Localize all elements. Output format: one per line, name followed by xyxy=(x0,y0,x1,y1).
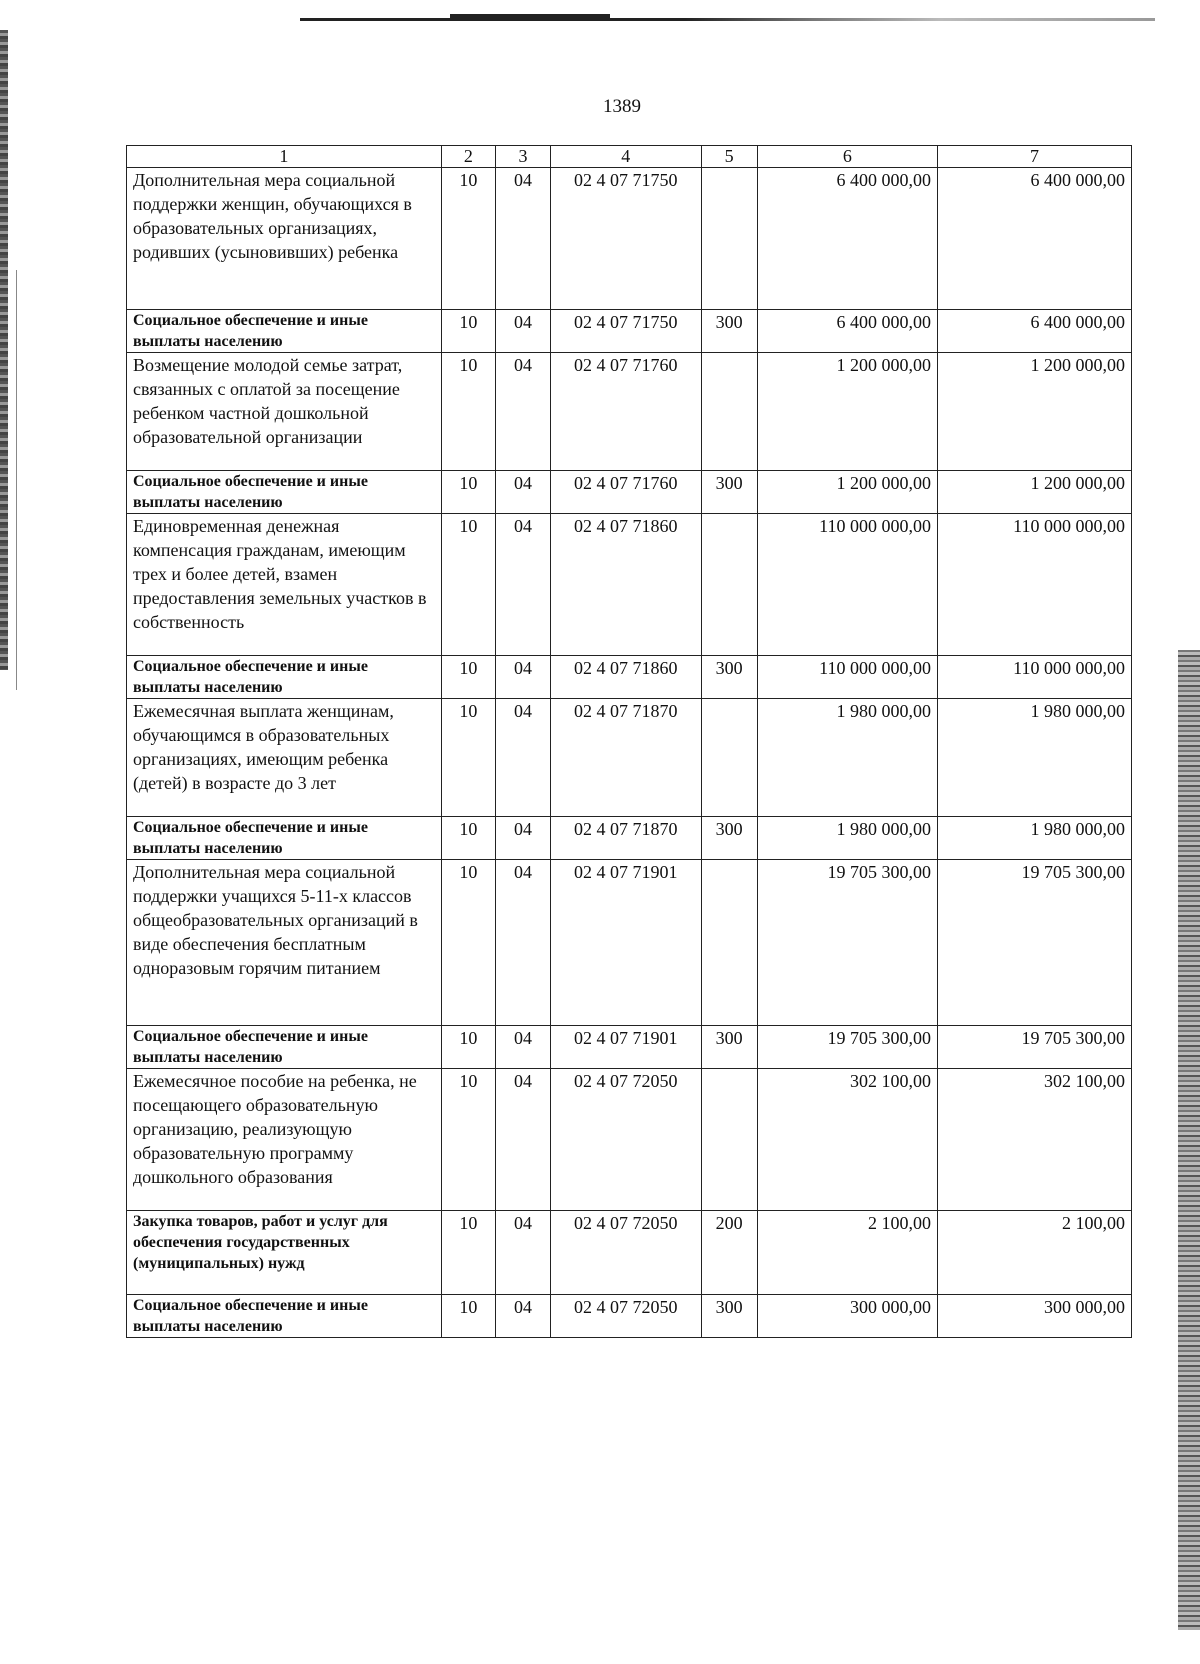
section-code-cell: 10 xyxy=(441,514,495,656)
section-code-cell: 10 xyxy=(441,699,495,817)
subsection-code-cell: 04 xyxy=(495,1069,550,1211)
table-body xyxy=(127,146,1132,1338)
subsection-code-cell: 04 xyxy=(495,656,550,699)
section-code-cell: 10 xyxy=(441,353,495,471)
row-name-cell: Возмещение молодой семье затрат, связанных с оплатой за посещение ребенком частной дошкольной образовательной организации xyxy=(127,353,442,471)
table-row xyxy=(127,514,1132,656)
expense-type-cell: 200 xyxy=(701,1211,757,1295)
section-code-cell: 10 xyxy=(441,168,495,310)
row-name-cell: Дополнительная мера социальной поддержки учащихся 5-11-х классов общеобразовательных организаций в виде обеспечения бесплатным одноразовым горячим питанием xyxy=(127,860,442,1026)
row-name-cell: Социальное обеспечение и иные выплаты населению xyxy=(127,656,442,699)
row-name-cell: Дополнительная мера социальной поддержки женщин, обучающихся в образовательных организациях, родивших (усыновивших) ребенка xyxy=(127,168,442,310)
expense-type-cell xyxy=(701,514,757,656)
row-name-cell: Социальное обеспечение и иные выплаты населению xyxy=(127,310,442,353)
scan-top-border-line xyxy=(300,18,1155,21)
amount-year1-cell: 1 200 000,00 xyxy=(757,471,937,514)
amount-year2-cell: 1 200 000,00 xyxy=(937,353,1131,471)
subsection-code-cell: 04 xyxy=(495,1026,550,1069)
table-row xyxy=(127,1069,1132,1211)
amount-year1-cell: 1 200 000,00 xyxy=(757,353,937,471)
expense-type-cell xyxy=(701,699,757,817)
budget-table xyxy=(126,145,1132,1338)
target-article-cell: 02 4 07 72050 xyxy=(551,1069,702,1211)
expense-type-cell: 300 xyxy=(701,471,757,514)
header-cell: 7 xyxy=(937,146,1131,168)
amount-year2-cell: 110 000 000,00 xyxy=(937,514,1131,656)
expense-type-cell xyxy=(701,860,757,1026)
row-name-cell: Социальное обеспечение и иные выплаты населению xyxy=(127,471,442,514)
subsection-code-cell: 04 xyxy=(495,310,550,353)
amount-year2-cell: 6 400 000,00 xyxy=(937,310,1131,353)
amount-year1-cell: 6 400 000,00 xyxy=(757,168,937,310)
expense-type-cell: 300 xyxy=(701,310,757,353)
target-article-cell: 02 4 07 71870 xyxy=(551,817,702,860)
section-code-cell: 10 xyxy=(441,1295,495,1338)
amount-year2-cell: 6 400 000,00 xyxy=(937,168,1131,310)
subsection-code-cell: 04 xyxy=(495,168,550,310)
subsection-code-cell: 04 xyxy=(495,860,550,1026)
subsection-code-cell: 04 xyxy=(495,471,550,514)
target-article-cell: 02 4 07 71860 xyxy=(551,514,702,656)
subsection-code-cell: 04 xyxy=(495,1211,550,1295)
expense-type-cell: 300 xyxy=(701,1295,757,1338)
amount-year1-cell: 19 705 300,00 xyxy=(757,1026,937,1069)
scan-top-border-mark xyxy=(450,14,610,19)
scan-left-line xyxy=(16,270,17,690)
amount-year2-cell: 1 980 000,00 xyxy=(937,699,1131,817)
row-name-cell: Социальное обеспечение и иные выплаты населению xyxy=(127,1026,442,1069)
subsection-code-cell: 04 xyxy=(495,1295,550,1338)
row-name-cell: Закупка товаров, работ и услуг для обеспечения государственных (муниципальных) нужд xyxy=(127,1211,442,1295)
scan-left-edge xyxy=(0,30,8,670)
table-row xyxy=(127,656,1132,699)
row-name-cell: Единовременная денежная компенсация гражданам, имеющим трех и более детей, взамен предоставления земельных участков в собственность xyxy=(127,514,442,656)
row-name-cell: Социальное обеспечение и иные выплаты населению xyxy=(127,817,442,860)
subsection-code-cell: 04 xyxy=(495,817,550,860)
expense-type-cell xyxy=(701,1069,757,1211)
table-row xyxy=(127,310,1132,353)
amount-year1-cell: 110 000 000,00 xyxy=(757,514,937,656)
section-code-cell: 10 xyxy=(441,310,495,353)
table-row xyxy=(127,699,1132,817)
header-cell: 6 xyxy=(757,146,937,168)
target-article-cell: 02 4 07 71760 xyxy=(551,471,702,514)
target-article-cell: 02 4 07 71750 xyxy=(551,310,702,353)
amount-year1-cell: 1 980 000,00 xyxy=(757,699,937,817)
expense-type-cell: 300 xyxy=(701,817,757,860)
amount-year1-cell: 19 705 300,00 xyxy=(757,860,937,1026)
amount-year2-cell: 2 100,00 xyxy=(937,1211,1131,1295)
target-article-cell: 02 4 07 71870 xyxy=(551,699,702,817)
expense-type-cell xyxy=(701,353,757,471)
amount-year2-cell: 1 200 000,00 xyxy=(937,471,1131,514)
target-article-cell: 02 4 07 71860 xyxy=(551,656,702,699)
amount-year1-cell: 300 000,00 xyxy=(757,1295,937,1338)
row-name-cell: Ежемесячное пособие на ребенка, не посещающего образовательную организацию, реализующую образовательную программу дошкольного образования xyxy=(127,1069,442,1211)
row-name-cell: Ежемесячная выплата женщинам, обучающимся в образовательных организациях, имеющим ребенка (детей) в возрасте до 3 лет xyxy=(127,699,442,817)
table-row xyxy=(127,168,1132,310)
page-number: 1389 xyxy=(603,96,641,117)
subsection-code-cell: 04 xyxy=(495,353,550,471)
amount-year2-cell: 1 980 000,00 xyxy=(937,817,1131,860)
expense-type-cell: 300 xyxy=(701,1026,757,1069)
amount-year2-cell: 300 000,00 xyxy=(937,1295,1131,1338)
target-article-cell: 02 4 07 71901 xyxy=(551,860,702,1026)
section-code-cell: 10 xyxy=(441,1211,495,1295)
target-article-cell: 02 4 07 71750 xyxy=(551,168,702,310)
table-row xyxy=(127,1211,1132,1295)
table-row xyxy=(127,353,1132,471)
expense-type-cell xyxy=(701,168,757,310)
header-cell: 2 xyxy=(441,146,495,168)
header-cell: 4 xyxy=(551,146,702,168)
table-row xyxy=(127,1026,1132,1069)
amount-year1-cell: 6 400 000,00 xyxy=(757,310,937,353)
subsection-code-cell: 04 xyxy=(495,514,550,656)
header-cell: 5 xyxy=(701,146,757,168)
section-code-cell: 10 xyxy=(441,1026,495,1069)
subsection-code-cell: 04 xyxy=(495,699,550,817)
amount-year2-cell: 110 000 000,00 xyxy=(937,656,1131,699)
target-article-cell: 02 4 07 71901 xyxy=(551,1026,702,1069)
table-row xyxy=(127,860,1132,1026)
amount-year1-cell: 110 000 000,00 xyxy=(757,656,937,699)
amount-year1-cell: 1 980 000,00 xyxy=(757,817,937,860)
table-row xyxy=(127,471,1132,514)
amount-year1-cell: 302 100,00 xyxy=(757,1069,937,1211)
row-name-cell: Социальное обеспечение и иные выплаты населению xyxy=(127,1295,442,1338)
table-row xyxy=(127,817,1132,860)
amount-year2-cell: 302 100,00 xyxy=(937,1069,1131,1211)
target-article-cell: 02 4 07 72050 xyxy=(551,1211,702,1295)
section-code-cell: 10 xyxy=(441,860,495,1026)
expense-type-cell: 300 xyxy=(701,656,757,699)
amount-year2-cell: 19 705 300,00 xyxy=(937,860,1131,1026)
section-code-cell: 10 xyxy=(441,1069,495,1211)
scan-right-edge xyxy=(1178,650,1200,1630)
section-code-cell: 10 xyxy=(441,656,495,699)
target-article-cell: 02 4 07 71760 xyxy=(551,353,702,471)
section-code-cell: 10 xyxy=(441,471,495,514)
header-cell: 1 xyxy=(127,146,442,168)
amount-year1-cell: 2 100,00 xyxy=(757,1211,937,1295)
section-code-cell: 10 xyxy=(441,817,495,860)
table-header-row xyxy=(127,146,1132,168)
amount-year2-cell: 19 705 300,00 xyxy=(937,1026,1131,1069)
target-article-cell: 02 4 07 72050 xyxy=(551,1295,702,1338)
table-row xyxy=(127,1295,1132,1338)
header-cell: 3 xyxy=(495,146,550,168)
